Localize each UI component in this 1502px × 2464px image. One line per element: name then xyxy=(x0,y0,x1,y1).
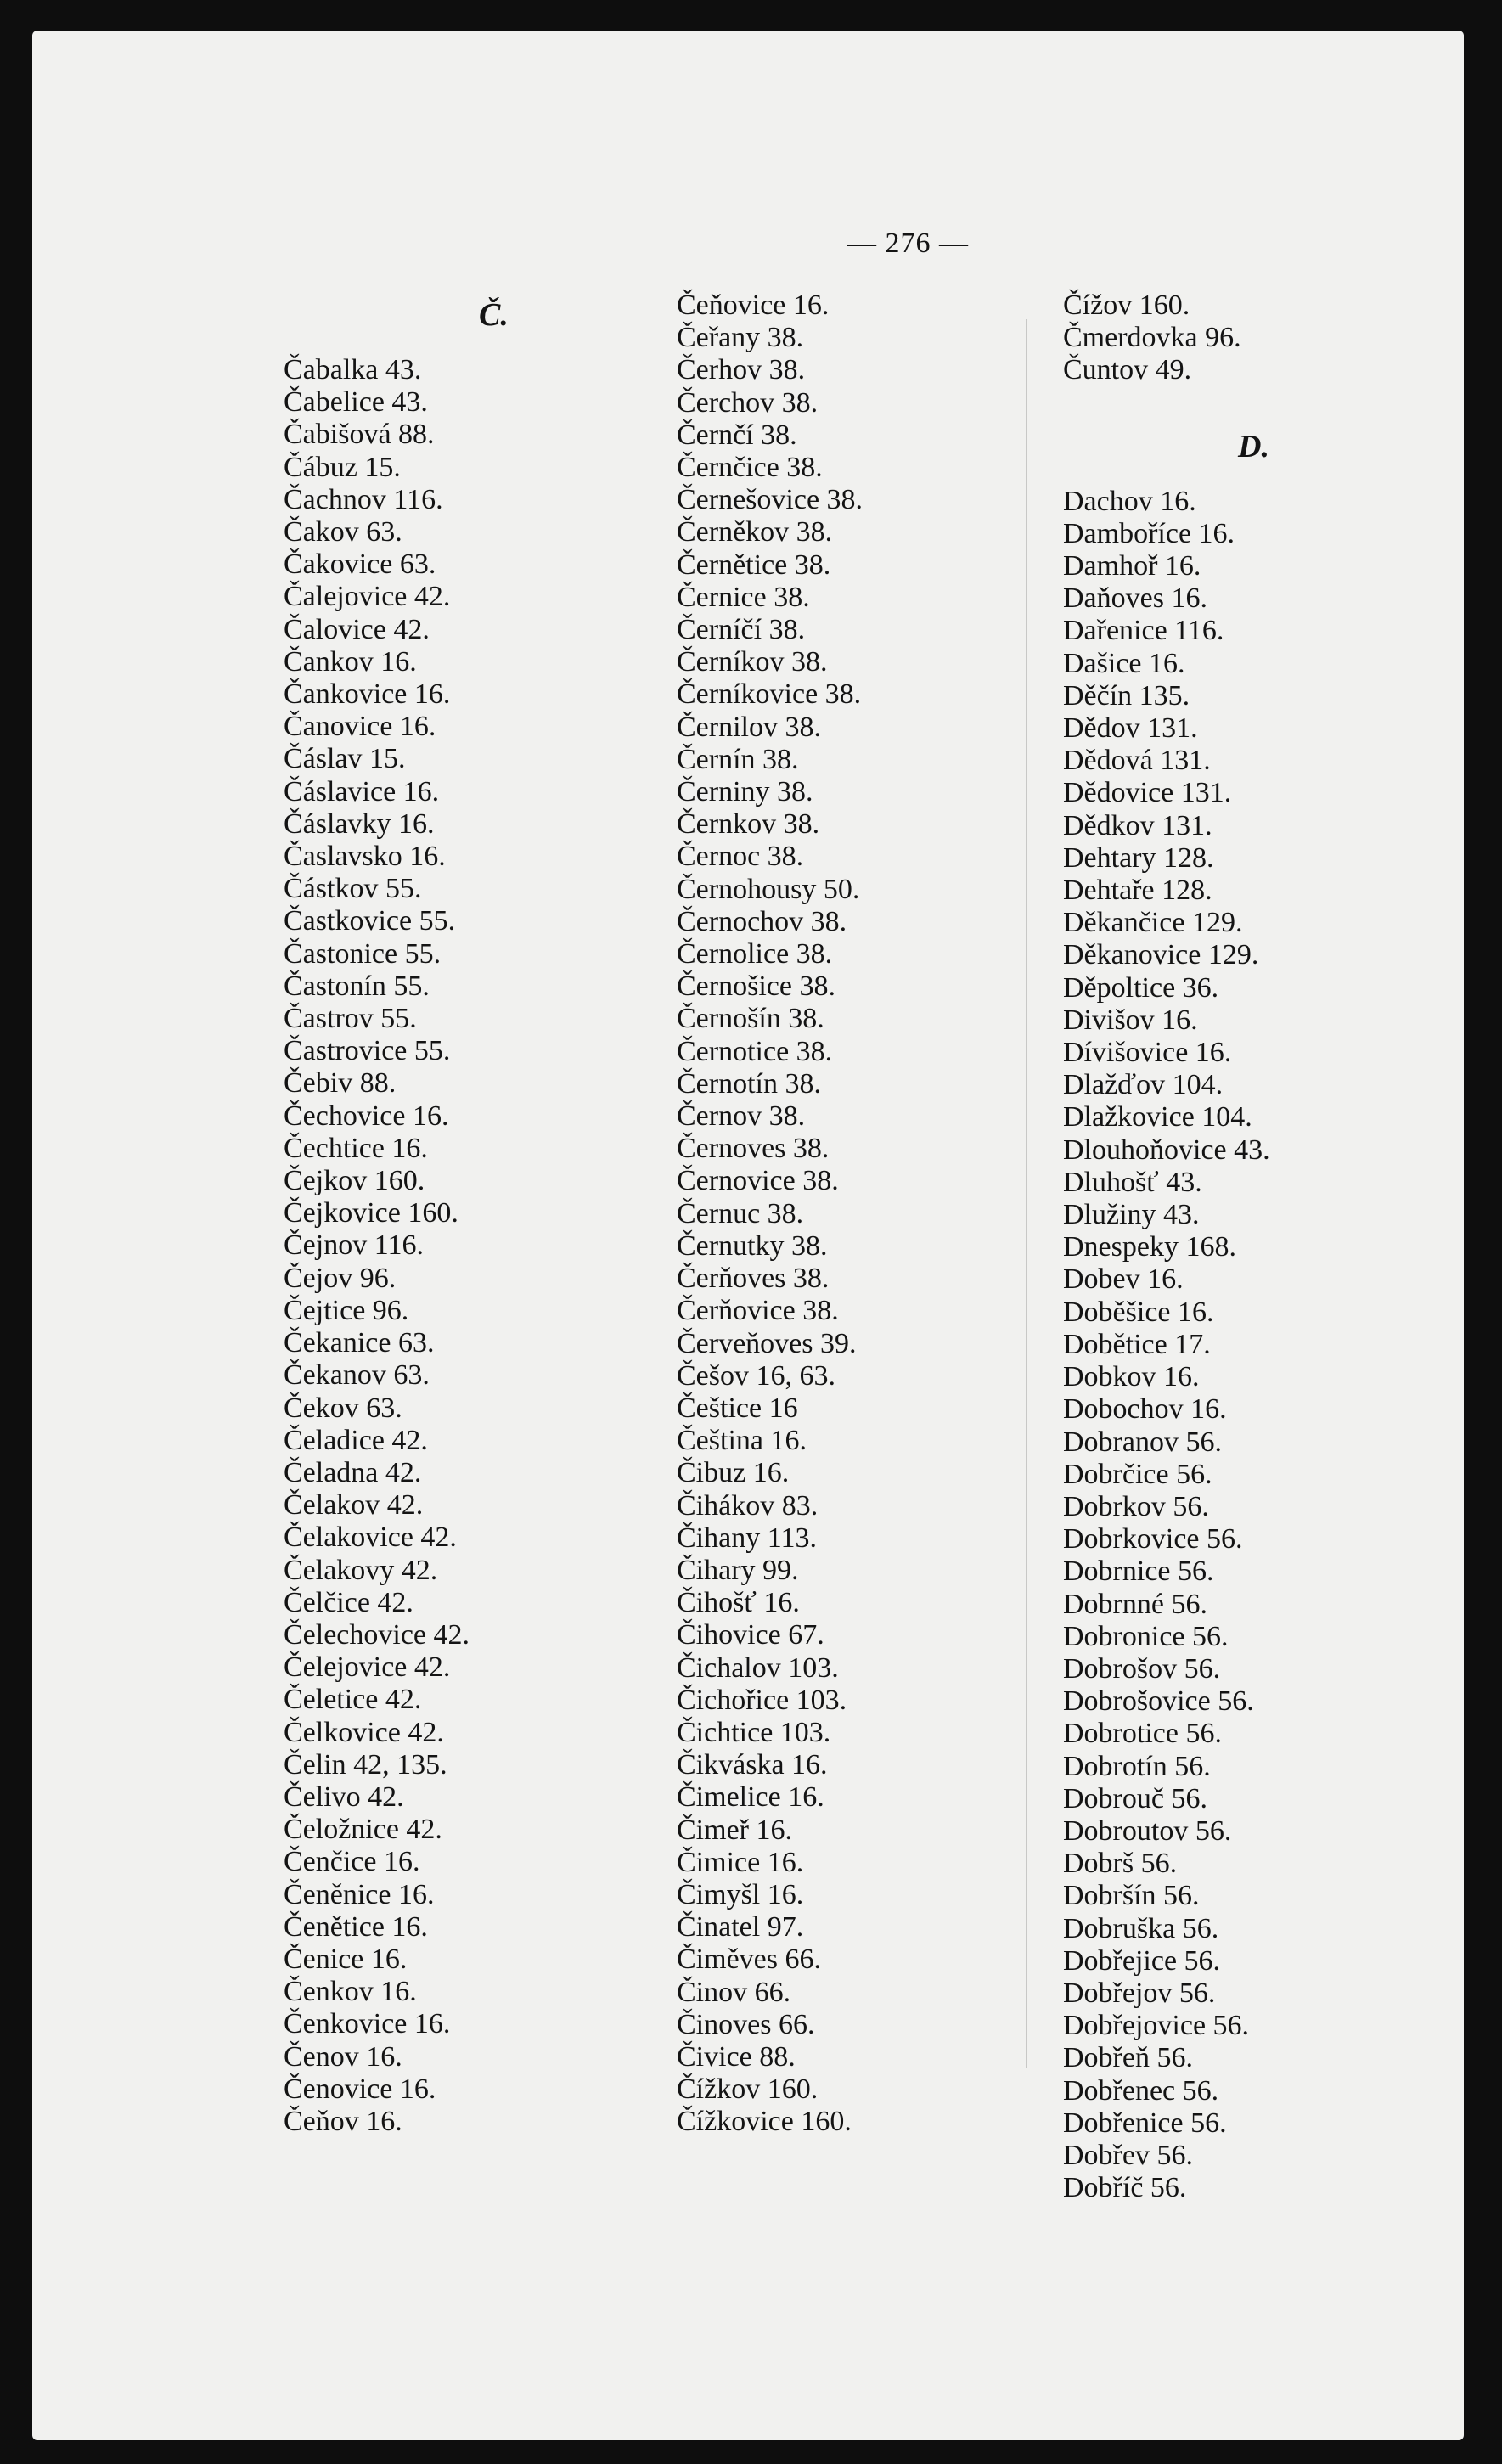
index-entry: Čelakovy 42. xyxy=(284,1554,438,1586)
index-entry: Čeložnice 42. xyxy=(284,1814,442,1846)
index-entry: Častkovice 55. xyxy=(284,905,456,937)
index-entry: Češov 16, 63. xyxy=(677,1359,835,1392)
section-heading-d: D. xyxy=(1238,428,1269,464)
index-entry: Častrov 55. xyxy=(284,1003,417,1035)
index-entry: Čenkov 16. xyxy=(284,1976,417,2008)
index-entry: Častonín 55. xyxy=(284,970,430,1002)
index-entry: Černoves 38. xyxy=(677,1133,830,1165)
index-entry: Dobrčice 56. xyxy=(1063,1458,1212,1490)
index-entry: Čejkov 160. xyxy=(284,1165,425,1197)
index-entry: Čichtice 103. xyxy=(677,1716,831,1748)
column-2 xyxy=(677,290,1033,2139)
index-entry: Čeština 16. xyxy=(677,1425,807,1457)
index-entry: Čibuz 16. xyxy=(677,1457,790,1489)
column-3 xyxy=(1063,290,1420,2204)
index-entry: Dobřejov 56. xyxy=(1063,1977,1216,2009)
index-entry: Černice 38. xyxy=(677,581,810,613)
index-entry: Damboříce 16. xyxy=(1063,517,1235,549)
index-entry: Čanovice 16. xyxy=(284,711,436,743)
index-entry: Dobrkov 56. xyxy=(1063,1490,1209,1522)
index-entry: Dědkov 131. xyxy=(1063,809,1212,841)
index-entry: Dobrošov 56. xyxy=(1063,1652,1221,1685)
index-entry: Čeletice 42. xyxy=(284,1684,422,1716)
index-entry: Čáslavice 16. xyxy=(284,775,440,807)
index-entry: Čížov 160. xyxy=(1063,290,1190,321)
index-entry: Dobříč 56. xyxy=(1063,2172,1187,2204)
index-entry: Čelivo 42. xyxy=(284,1780,404,1813)
index-entry: Čihary 99. xyxy=(677,1554,799,1586)
index-entry: Češtice 16 xyxy=(677,1392,798,1424)
index-entry: Čížkovice 160. xyxy=(677,2106,852,2138)
index-entry: Dědov 131. xyxy=(1063,712,1198,745)
section-heading-c: Č. xyxy=(479,297,509,333)
index-entry: Čelkovice 42. xyxy=(284,1716,444,1748)
page-number: — 276 — xyxy=(847,228,969,259)
index-entry: Dobřenec 56. xyxy=(1063,2074,1219,2107)
index-entry: Čabelice 43. xyxy=(284,386,428,419)
index-entry: Čechovice 16. xyxy=(284,1100,449,1132)
index-entry: Černíkovice 38. xyxy=(677,678,862,711)
index-entry: Čejtice 96. xyxy=(284,1294,409,1326)
entry-list xyxy=(677,290,1033,2139)
index-entry: Dobřejice 56. xyxy=(1063,1944,1221,1977)
index-entry: Čihošť 16. xyxy=(677,1587,800,1619)
index-entry: Činoves 66. xyxy=(677,2008,815,2040)
index-entry: Černčice 38. xyxy=(677,452,823,484)
index-entry: Čáslavky 16. xyxy=(284,807,435,840)
index-entry: Dobochov 16. xyxy=(1063,1393,1227,1426)
index-entry: Dehtaře 128. xyxy=(1063,875,1212,907)
index-entry: Čikváska 16. xyxy=(677,1749,828,1781)
index-entry: Čelejovice 42. xyxy=(284,1651,451,1684)
index-entry: Čenětice 16. xyxy=(284,1910,428,1943)
index-entry: Činatel 97. xyxy=(677,1911,804,1944)
index-entry: Dědovice 131. xyxy=(1063,777,1232,809)
index-entry: Dobroutov 56. xyxy=(1063,1814,1232,1847)
index-entry: Černolice 38. xyxy=(677,938,833,970)
index-entry: Černěkov 38. xyxy=(677,516,833,548)
index-entry: Čimelice 16. xyxy=(677,1781,824,1814)
index-entry: Dluhošť 43. xyxy=(1063,1166,1202,1198)
index-entry: Čabišová 88. xyxy=(284,419,435,451)
index-entry: Čankov 16. xyxy=(284,645,417,678)
index-entry: Čáslav 15. xyxy=(284,743,406,775)
index-entry: Dobřev 56. xyxy=(1063,2139,1193,2171)
index-entry: Dívišovice 16. xyxy=(1063,1037,1232,1069)
index-entry: Čiměves 66. xyxy=(677,1944,821,1976)
index-entry: Černochov 38. xyxy=(677,905,847,937)
index-entry: Čakov 63. xyxy=(284,516,402,548)
index-entry: Děkanovice 129. xyxy=(1063,939,1259,971)
index-entry: Čekanice 63. xyxy=(284,1327,435,1359)
index-entry: Čimice 16. xyxy=(677,1846,804,1878)
index-entry: Čeřany 38. xyxy=(677,322,804,354)
index-entry: Dobršín 56. xyxy=(1063,1880,1200,1912)
index-entry: Černotice 38. xyxy=(677,1035,833,1067)
index-entry: Černuc 38. xyxy=(677,1197,804,1229)
index-entry: Čeladice 42. xyxy=(284,1424,428,1456)
index-entry: Dobětice 17. xyxy=(1063,1328,1211,1360)
index-entry: Čížkov 160. xyxy=(677,2073,819,2106)
index-entry: Činov 66. xyxy=(677,1976,791,2008)
index-entry: Děčín 135. xyxy=(1063,679,1190,712)
index-entry: Častrovice 55. xyxy=(284,1035,451,1067)
index-entry: Čeňovice 16. xyxy=(677,290,830,321)
index-entry: Čichořice 103. xyxy=(677,1684,847,1716)
index-entry: Čekanov 63. xyxy=(284,1359,430,1392)
index-entry: Čihovice 67. xyxy=(677,1619,824,1651)
index-entry: Daňoves 16. xyxy=(1063,582,1207,615)
index-entry: Dobrnné 56. xyxy=(1063,1588,1207,1620)
index-entry: Čábuz 15. xyxy=(284,451,401,483)
index-entry: Dařenice 116. xyxy=(1063,615,1224,647)
index-entry: Čejnov 116. xyxy=(284,1229,424,1262)
index-entry: Černkov 38. xyxy=(677,808,820,841)
index-entry: Čelakovice 42. xyxy=(284,1522,457,1554)
index-entry: Dobkov 16. xyxy=(1063,1361,1200,1393)
index-entry: Čeňov 16. xyxy=(284,2105,402,2137)
page-sheet xyxy=(32,31,1464,2440)
index-entry: Černotín 38. xyxy=(677,1067,821,1100)
index-entry: Dědová 131. xyxy=(1063,745,1211,777)
index-entry: Dobrotice 56. xyxy=(1063,1718,1222,1750)
index-entry: Čimyšl 16. xyxy=(677,1878,804,1910)
index-entry: Čerhov 38. xyxy=(677,354,806,386)
index-entry: Čelčice 42. xyxy=(284,1586,413,1618)
index-entry: Čerňovice 38. xyxy=(677,1295,839,1327)
index-entry: Čachnov 116. xyxy=(284,483,443,515)
index-entry: Dobronice 56. xyxy=(1063,1620,1229,1652)
index-entry: Dobranov 56. xyxy=(1063,1426,1222,1458)
index-entry: Čenkovice 16. xyxy=(284,2008,451,2040)
index-entry: Dlouhoňovice 43. xyxy=(1063,1134,1270,1166)
index-entry: Častonice 55. xyxy=(284,937,442,970)
entry-list xyxy=(284,354,640,2138)
index-entry: Černilov 38. xyxy=(677,711,821,743)
index-entry: Čenovice 16. xyxy=(284,2073,436,2105)
index-entry: Divišov 16. xyxy=(1063,1004,1198,1036)
index-entry: Čimeř 16. xyxy=(677,1814,792,1846)
index-entry: Čelechovice 42. xyxy=(284,1618,470,1651)
index-entry: Černoc 38. xyxy=(677,841,804,873)
index-entry: Dlužiny 43. xyxy=(1063,1199,1200,1231)
index-entry: Čejkovice 160. xyxy=(284,1197,458,1229)
index-entry: Čalovice 42. xyxy=(284,613,430,645)
index-entry: Dachov 16. xyxy=(1063,485,1196,517)
index-entry: Čakovice 63. xyxy=(284,548,436,581)
index-entry: Dobřenice 56. xyxy=(1063,2107,1227,2139)
index-entry: Dlažďov 104. xyxy=(1063,1069,1224,1101)
index-entry: Černín 38. xyxy=(677,743,799,775)
index-entry: Černutky 38. xyxy=(677,1229,828,1262)
index-entry: Čebiv 88. xyxy=(284,1067,397,1100)
index-entry: Dehtary 128. xyxy=(1063,841,1214,874)
index-entry: Čechtice 16. xyxy=(284,1132,428,1164)
index-entry: Čeněnice 16. xyxy=(284,1878,435,1910)
index-entry: Černiny 38. xyxy=(677,776,813,808)
index-entry: Černětice 38. xyxy=(677,548,831,581)
index-entry: Černešovice 38. xyxy=(677,484,864,516)
index-entry: Čelin 42, 135. xyxy=(284,1748,447,1780)
index-entry: Čelakov 42. xyxy=(284,1489,424,1522)
index-entry: Dobruška 56. xyxy=(1063,1912,1219,1944)
index-entry: Damhoř 16. xyxy=(1063,550,1201,582)
index-entry: Čankovice 16. xyxy=(284,678,451,711)
index-entry: Černovice 38. xyxy=(677,1165,839,1197)
index-entry: Dobrnice 56. xyxy=(1063,1555,1214,1588)
index-entry: Čihákov 83. xyxy=(677,1489,819,1522)
index-entry: Čabalka 43. xyxy=(284,354,422,385)
index-entry: Dobev 16. xyxy=(1063,1263,1184,1296)
index-entry: Černčí 38. xyxy=(677,419,797,451)
index-entry: Dlažkovice 104. xyxy=(1063,1101,1252,1134)
index-entry: Čuntov 49. xyxy=(1063,354,1192,386)
index-entry: Černohousy 50. xyxy=(677,873,860,905)
index-entry: Černíkov 38. xyxy=(677,646,828,678)
index-entry: Červeňoves 39. xyxy=(677,1327,857,1359)
index-entry: Dobřeň 56. xyxy=(1063,2042,1193,2074)
index-entry: Dobřejovice 56. xyxy=(1063,2010,1250,2042)
index-entry: Čenov 16. xyxy=(284,2040,402,2073)
index-entry: Časlavsko 16. xyxy=(284,841,446,873)
index-entry: Čivice 88. xyxy=(677,2040,796,2073)
index-entry: Dobrotín 56. xyxy=(1063,1750,1211,1782)
entry-list-top xyxy=(1063,290,1420,387)
index-entry: Doběšice 16. xyxy=(1063,1296,1214,1328)
index-entry: Čalejovice 42. xyxy=(284,581,451,613)
index-entry: Dašice 16. xyxy=(1063,647,1185,679)
index-entry: Čenice 16. xyxy=(284,1943,408,1975)
index-entry: Dobrkovice 56. xyxy=(1063,1523,1243,1555)
entry-list xyxy=(1063,486,1420,2205)
index-entry: Čerchov 38. xyxy=(677,386,819,419)
index-entry: Čekov 63. xyxy=(284,1392,402,1424)
index-entry: Čejov 96. xyxy=(284,1262,397,1294)
index-entry: Čeladna 42. xyxy=(284,1456,422,1488)
index-entry: Dobrošovice 56. xyxy=(1063,1685,1254,1718)
index-entry: Černíčí 38. xyxy=(677,614,806,646)
index-entry: Částkov 55. xyxy=(284,873,422,905)
index-entry: Čmerdovka 96. xyxy=(1063,322,1241,354)
index-entry: Čichalov 103. xyxy=(677,1651,839,1684)
index-entry: Děkančice 129. xyxy=(1063,907,1243,939)
index-entry: Dnespeky 168. xyxy=(1063,1231,1236,1263)
index-entry: Čihany 113. xyxy=(677,1522,817,1554)
index-entry: Černov 38. xyxy=(677,1100,806,1133)
index-entry: Čerňoves 38. xyxy=(677,1263,830,1295)
index-entry: Čenčice 16. xyxy=(284,1846,420,1878)
index-entry: Černošice 38. xyxy=(677,970,835,1003)
index-entry: Dobrš 56. xyxy=(1063,1848,1178,1880)
column-1 xyxy=(284,290,640,2138)
index-entry: Děpoltice 36. xyxy=(1063,971,1219,1004)
index-entry: Černošín 38. xyxy=(677,1003,824,1035)
index-entry: Dobrouč 56. xyxy=(1063,1782,1207,1814)
